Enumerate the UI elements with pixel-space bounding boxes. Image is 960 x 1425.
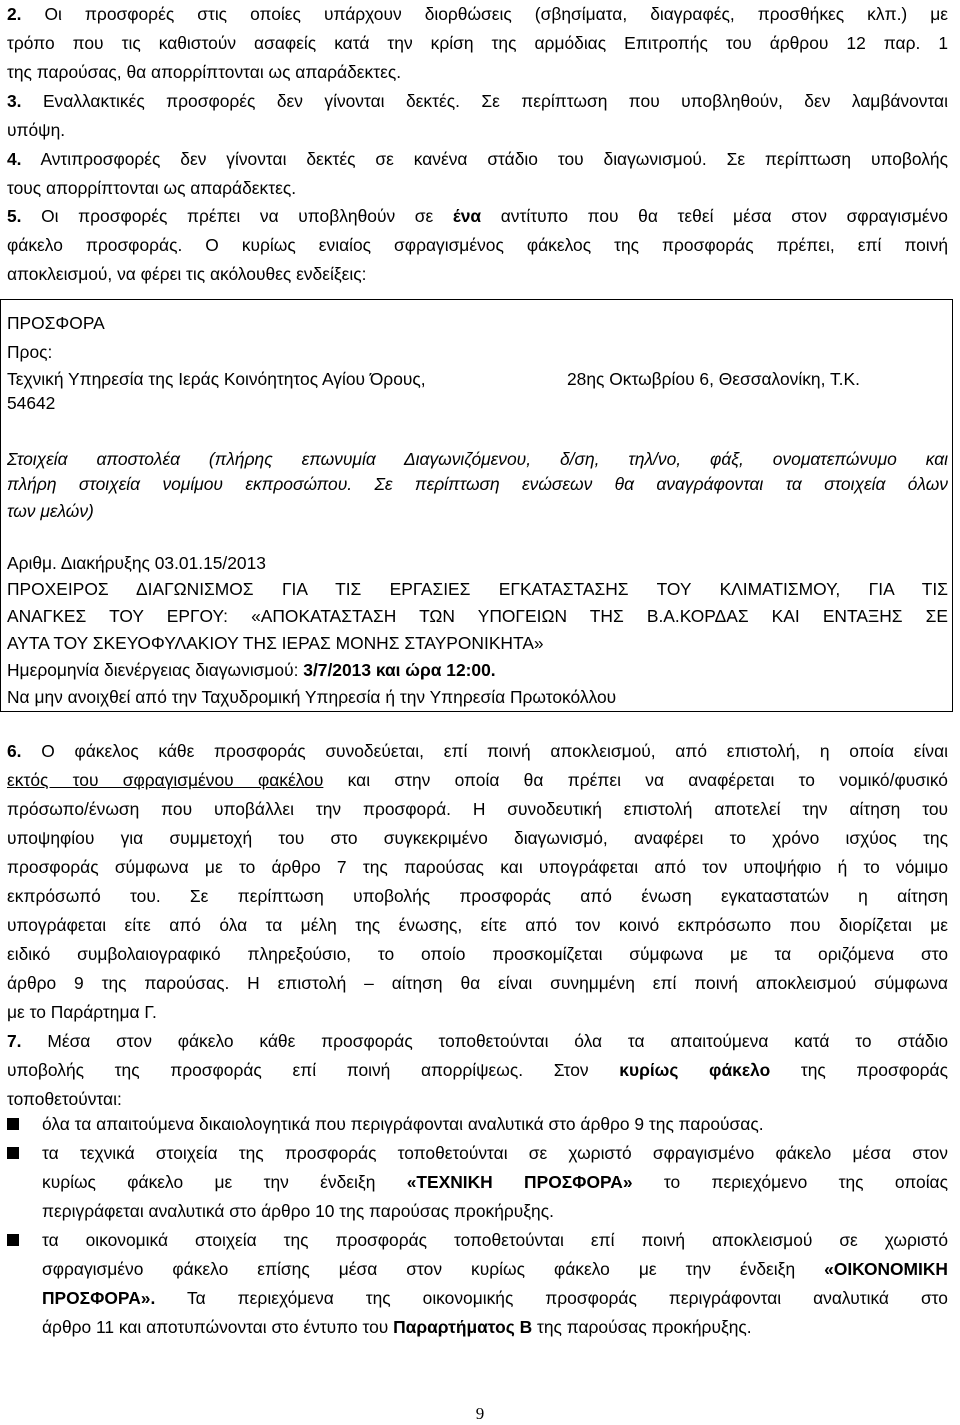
bullet-2-line-2: κυρίως φάκελο με την ένδειξη «ΤΕΧΝΙΚΗ ΠΡΟΣΦΟΡΑ» το περιεχόμενο της οποίας bbox=[42, 1172, 948, 1192]
item-7-line-1: 7. Μέσα στον φάκελο κάθε προσφοράς τοποθετούνται όλα τα απαιτούμενα κατά το στάδιο bbox=[7, 1031, 948, 1051]
tender-title-line-3: ΑΥΤΑ ΤΟΥ ΣΚΕΥΟΦΥΛΑΚΙΟΥ ΤΗΣ ΙΕΡΑΣ ΜΟΝΗΣ ΣΤΑΥΡΟΝΙΚΗΤΑ» bbox=[7, 633, 544, 653]
item-6-line-3: πρόσωπο/ένωση που υποβάλλει την προσφορά. Η συνοδευτική επιστολή αποτελεί την αίτηση του bbox=[7, 799, 948, 819]
sender-line-3: των μελών) bbox=[7, 501, 94, 521]
bullet-1-line-1: όλα τα απαιτούμενα δικαιολογητικά που περιγράφονται αναλυτικά στο άρθρο 9 της παρούσας. bbox=[42, 1114, 764, 1134]
bullet-square-icon bbox=[7, 1147, 19, 1159]
envelope-recipient: Τεχνική Υπηρεσία της Ιεράς Κοινόητητος Αγίου Όρους, bbox=[7, 369, 426, 389]
tender-title-line-2: ΑΝΑΓΚΕΣ ΤΟΥ ΕΡΓΟΥ: «ΑΠΟΚΑΤΑΣΤΑΣΗ ΤΩΝ ΥΠΟΓΕΙΩΝ ΤΗΣ Β.Α.ΚΟΡΔΑΣ ΚΑΙ ΕΝΤΑΞΗΣ ΣΕ bbox=[7, 606, 948, 626]
envelope-heading: ΠΡΟΣΦΟΡΑ bbox=[7, 313, 105, 333]
item-6-line-2: εκτός του σφραγισμένου φακέλου και στην οποία θα πρέπει να αναφέρεται το νομικό/φυσικό bbox=[7, 770, 948, 790]
item-6-line-1: 6. Ο φάκελος κάθε προσφοράς συνοδεύεται, επί ποινή αποκλεισμού, από επιστολή, η οποία είναι bbox=[7, 741, 948, 761]
item-6-line-9: άρθρο 9 της παρούσας. Η επιστολή – αίτηση θα είναι συνημμένη επί ποινή αποκλεισμού σύμφωνα bbox=[7, 973, 948, 993]
item-5-line-2: φάκελο προσφοράς. Ο κυρίως ενιαίος σφραγισμένος φάκελος της προσφοράς πρέπει, επί ποινή bbox=[7, 235, 948, 255]
bullet-3-line-4: άρθρο 11 και αποτυπώνονται στο έντυπο του Παραρτήματος Β της παρούσας προκήρυξης. bbox=[42, 1317, 752, 1337]
item-6-line-6: εκπρόσωπό του. Σε περίπτωση υποβολής προσφοράς από ένωση εγκαταστατών η αίτηση bbox=[7, 886, 948, 906]
envelope-postcode: 54642 bbox=[7, 393, 56, 413]
bullet-square-icon bbox=[7, 1118, 19, 1130]
item-5-line-1: 5. Οι προσφορές πρέπει να υποβληθούν σε ένα αντίτυπο που θα τεθεί μέσα στον σφραγισμένο bbox=[7, 206, 948, 226]
item-6-line-5: προσφοράς σύμφωνα με το άρθρο 7 της παρούσας και υπογράφεται από τον υποψήφιο ή το νόμιμο bbox=[7, 857, 948, 877]
item-6-line-8: ειδικό συμβολαιογραφικό πληρεξούσιο, το οποίο προσκομίζεται σύμφωνα με τα οριζόμενα στο bbox=[7, 944, 948, 964]
bullet-3-line-1: τα οικονομικά στοιχεία της προσφοράς τοποθετούνται επί ποινή αποκλεισμού σε χωριστό bbox=[42, 1230, 948, 1250]
item-2-line-1: 2. Οι προσφορές στις οποίες υπάρχουν διορθώσεις (σβησίματα, διαγραφές, προσθήκες κλπ.) με bbox=[7, 4, 948, 24]
item-4-line-1: 4. Αντιπροσφορές δεν γίνονται δεκτές σε κανένα στάδιο του διαγωνισμού. Σε περίπτωση υποβολής bbox=[7, 149, 948, 169]
envelope-to-label: Προς: bbox=[7, 342, 53, 362]
tender-title-line-1: ΠΡΟΧΕΙΡΟΣ ΔΙΑΓΩΝΙΣΜΟΣ ΓΙΑ ΤΙΣ ΕΡΓΑΣΙΕΣ ΕΓΚΑΤΑΣΤΑΣΗΣ ΤΟΥ ΚΛΙΜΑΤΙΣΜΟΥ, ΓΙΑ ΤΙΣ bbox=[7, 579, 948, 599]
tender-date: Ημερομηνία διενέργειας διαγωνισμού: 3/7/2013 και ώρα 12:00. bbox=[7, 660, 496, 680]
item-6-line-7: υπογράφεται είτε από όλα τα μέλη της ένωσης, είτε από τον κοινό εκπρόσωπο που διορίζεται με bbox=[7, 915, 948, 935]
item-4-line-2: τους απορρίπτονται ως απαράδεκτες. bbox=[7, 178, 297, 198]
sender-line-1: Στοιχεία αποστολέα (πλήρης επωνυμία Διαγωνιζόμενου, δ/ση, τηλ/νο, φάξ, ονοματεπώνυμο και bbox=[7, 449, 948, 469]
bullet-square-icon bbox=[7, 1234, 19, 1246]
bullet-3-line-3: ΠΡΟΣΦΟΡΑ». Τα περιεχόμενα της οικονομικής προσφοράς περιγράφονται αναλυτικά στο bbox=[42, 1288, 948, 1308]
item-6-line-4: υποψηφίου για συμμετοχή του στο συγκεκριμένο διαγωνισμό, αναφέρει το χρόνο ισχύος της bbox=[7, 828, 948, 848]
item-7-line-3: τοποθετούνται: bbox=[7, 1089, 122, 1109]
page-number: 9 bbox=[475, 1404, 485, 1423]
item-3-line-1: 3. Εναλλακτικές προσφορές δεν γίνονται δεκτές. Σε περίπτωση που υποβληθούν, δεν λαμβάνονται bbox=[7, 91, 948, 111]
item-2-line-3: της παρούσας, θα απορρίπτονται ως απαράδεκτες. bbox=[7, 62, 402, 82]
bullet-3-line-2: σφραγισμένο φάκελο επίσης μέσα στον κυρίως φάκελο με την ένδειξη «ΟΙΚΟΝΟΜΙΚΗ bbox=[42, 1259, 948, 1279]
item-5-line-3: αποκλεισμού, να φέρει τις ακόλουθες ενδείξεις: bbox=[7, 264, 367, 284]
bullet-2-line-1: τα τεχνικά στοιχεία της προσφοράς τοποθετούνται σε χωριστό σφραγισμένο φάκελο μέσα στον bbox=[42, 1143, 948, 1163]
sender-line-2: πλήρη στοιχεία νομίμου εκπροσώπου. Σε περίπτωση ενώσεων θα αναγράφονται τα στοιχεία όλων bbox=[7, 474, 948, 494]
envelope-address: 28ης Οκτωβρίου 6, Θεσσαλονίκη, Τ.Κ. bbox=[567, 369, 860, 389]
item-3-line-2: υπόψη. bbox=[7, 120, 66, 140]
item-6-line-10: με το Παράρτημα Γ. bbox=[7, 1002, 157, 1022]
bullet-2-line-3: περιγράφεται αναλυτικά στο άρθρο 10 της παρούσας προκήρυξης. bbox=[42, 1201, 554, 1221]
tender-number: Αριθμ. Διακήρυξης 03.01.15/2013 bbox=[7, 553, 266, 573]
envelope-notice: Να μην ανοιχθεί από την Ταχυδρομική Υπηρεσία ή την Υπηρεσία Πρωτοκόλλου bbox=[7, 687, 617, 707]
item-2-line-2: τρόπο που τις καθιστούν ασαφείς κατά την κρίση της αρμόδιας Επιτροπής του άρθρου 12 παρ. 1 bbox=[7, 33, 948, 53]
item-7-line-2: υποβολής της προσφοράς επί ποινή απορρίψεως. Στον κυρίως φάκελο της προσφοράς bbox=[7, 1060, 948, 1080]
